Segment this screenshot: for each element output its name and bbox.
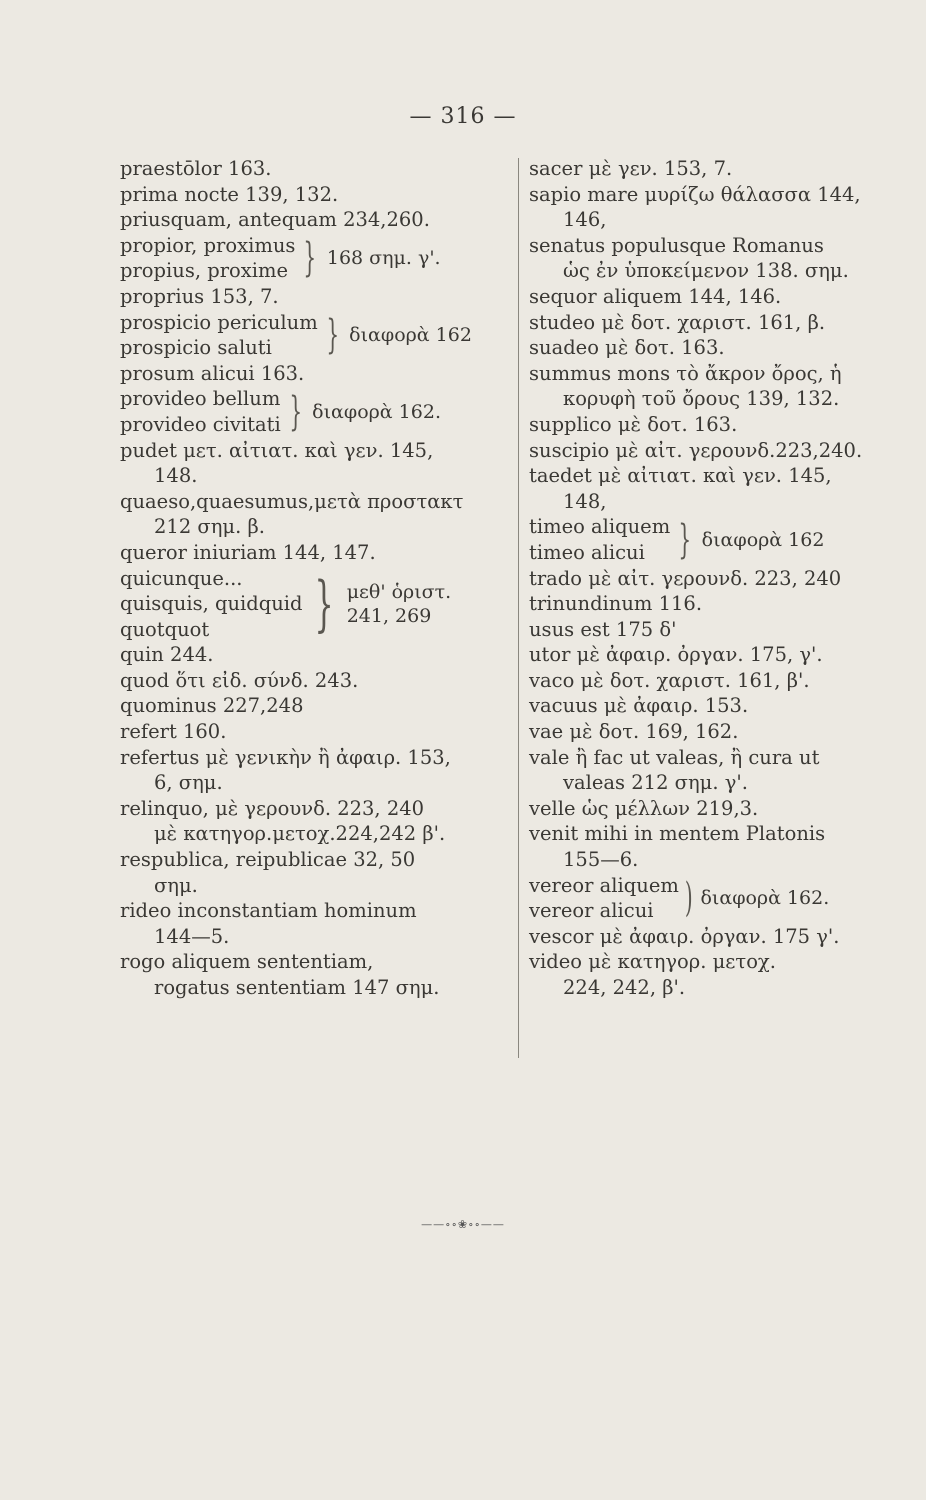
brace-icon: } bbox=[678, 516, 692, 563]
index-entry: pudet μετ. αἰτιατ. καὶ γεν. 145, bbox=[120, 438, 434, 462]
index-entry: utor μὲ ἀφαιρ. ὀργαν. 175, γ'. bbox=[529, 643, 823, 667]
brace-icon: } bbox=[314, 568, 334, 639]
index-entry: relinquo, μὲ γερουνδ. 223, 240 bbox=[120, 796, 425, 820]
index-entry: quod ὅτι εἰδ. σύνδ. 243. bbox=[120, 668, 359, 692]
left-column bbox=[120, 156, 512, 1001]
index-entry-continuation: σημ. bbox=[154, 873, 198, 897]
index-entry: queror iniuriam 144, 147. bbox=[120, 540, 376, 564]
index-entry: video μὲ κατηγορ. μετοχ. bbox=[529, 950, 776, 974]
index-entry: studeo μὲ δοτ. χαριστ. 161, β. bbox=[529, 310, 826, 334]
index-entry: taedet μὲ αἰτιατ. καὶ γεν. 145, bbox=[529, 464, 832, 488]
group-note: διαφορὰ 162. bbox=[312, 400, 441, 423]
right-column bbox=[529, 156, 911, 1001]
index-entry: quotquot bbox=[120, 617, 210, 641]
index-entry-group bbox=[120, 233, 512, 284]
index-entry: quominus 227,248 bbox=[120, 694, 304, 718]
group-note: διαφορὰ 162 bbox=[701, 528, 825, 551]
index-entry-continuation: 155—6. bbox=[563, 848, 639, 872]
index-entry: praestōlor 163. bbox=[120, 157, 272, 180]
index-entry: prospicio saluti bbox=[120, 336, 272, 360]
index-entry: refert 160. bbox=[120, 720, 227, 744]
index-entry: prima nocte 139, 132. bbox=[120, 182, 339, 206]
index-entry-continuation: rogatus sententiam 147 σημ. bbox=[154, 976, 440, 999]
index-entry: sacer μὲ γεν. 153, 7. bbox=[529, 157, 733, 180]
index-entry: sapio mare μυρίζω θάλασσα 144, bbox=[529, 182, 861, 206]
index-entry: velle ὡς μέλλων 219,3. bbox=[529, 796, 759, 820]
index-entry-group bbox=[120, 386, 512, 437]
index-entry-continuation: 144—5. bbox=[154, 924, 230, 948]
index-entry: quisquis, quidquid bbox=[120, 592, 303, 616]
index-entry-continuation: 224, 242, β'. bbox=[563, 976, 686, 999]
index-entry-continuation: 212 σημ. β. bbox=[154, 515, 265, 539]
index-entry-continuation: 148. bbox=[154, 464, 198, 488]
index-entry: usus est 175 δ' bbox=[529, 617, 677, 641]
index-entry: trado μὲ αἰτ. γερουνδ. 223, 240 bbox=[529, 566, 842, 590]
index-entry: timeo aliquem bbox=[529, 515, 671, 539]
index-entry: quin 244. bbox=[120, 643, 214, 667]
index-entry: prospicio periculum bbox=[120, 310, 318, 334]
brace-icon: } bbox=[326, 312, 339, 359]
index-entry: timeo alicui bbox=[529, 540, 645, 564]
group-note: διαφορὰ 162. bbox=[700, 887, 830, 910]
index-entry: quicunque... bbox=[120, 566, 243, 590]
brace-icon: } bbox=[303, 235, 317, 282]
index-entry: trinundinum 116. bbox=[529, 592, 703, 616]
index-entry-continuation: valeas 212 σημ. γ'. bbox=[563, 771, 748, 795]
brace-icon: } bbox=[289, 388, 302, 435]
index-entry: propior, proximus bbox=[120, 233, 296, 257]
index-entry: prosum alicui 163. bbox=[120, 361, 305, 385]
index-entry: rideo inconstantiam hominum bbox=[120, 899, 417, 923]
group-note: 168 σημ. γ'. bbox=[326, 247, 441, 270]
index-entry: proprius 153, 7. bbox=[120, 284, 279, 308]
index-entry: vale ἢ fac ut valeas, ἢ cura ut bbox=[529, 745, 820, 769]
index-entry: sequor aliquem 144, 146. bbox=[529, 284, 782, 308]
index-entry: priusquam, antequam 234,260. bbox=[120, 208, 430, 232]
index-entry: venit mihi in mentem Platonis bbox=[529, 822, 826, 846]
index-entry: senatus populusque Romanus bbox=[529, 233, 824, 257]
index-entry-continuation: 146, bbox=[563, 208, 607, 232]
ornament-divider: ——∘∘❀∘∘—— bbox=[421, 1218, 505, 1231]
group-note: 241, 269 bbox=[346, 604, 432, 627]
index-entry: summus mons τὸ ἄκρον ὄρος, ἡ bbox=[529, 361, 842, 385]
index-entry: rogo aliquem sententiam, bbox=[120, 950, 374, 974]
index-entry: vereor alicui bbox=[529, 899, 654, 923]
index-entry: refertus μὲ γενικὴν ἢ ἀφαιρ. 153, bbox=[120, 745, 451, 769]
index-entry-continuation: 148, bbox=[563, 489, 607, 513]
index-entry: propius, proxime bbox=[120, 259, 289, 283]
index-entry: vacuus μὲ ἀφαιρ. 153. bbox=[529, 694, 749, 718]
index-entry-continuation: μὲ κατηγορ.μετοχ.224,242 β'. bbox=[154, 822, 446, 846]
index-entry: suscipio μὲ αἰτ. γερουνδ.223,240. bbox=[529, 438, 863, 462]
index-entry: provideo civitati bbox=[120, 412, 281, 436]
column-divider bbox=[518, 158, 519, 1058]
index-entry: vae μὲ δοτ. 169, 162. bbox=[529, 720, 739, 744]
group-note: διαφορὰ 162 bbox=[349, 324, 472, 347]
index-entry-group bbox=[120, 566, 512, 643]
index-entry-group bbox=[529, 873, 911, 924]
index-entry: suadeo μὲ δοτ. 163. bbox=[529, 336, 725, 360]
index-entry: supplico μὲ δοτ. 163. bbox=[529, 412, 738, 436]
index-entry-group bbox=[529, 514, 911, 565]
index-entry-group bbox=[120, 310, 512, 361]
page-number: — 316 — bbox=[409, 104, 517, 129]
index-entry: quaeso,quaesumus,μετὰ προστακτ bbox=[120, 489, 464, 513]
group-note: μεθ' ὁριστ. bbox=[346, 580, 452, 603]
index-entry: vereor aliquem bbox=[529, 873, 679, 897]
index-entry: respublica, reipublicae 32, 50 bbox=[120, 848, 416, 872]
index-entry: vescor μὲ ἀφαιρ. ὀργαν. 175 γ'. bbox=[529, 924, 840, 948]
index-entry: provideo bellum bbox=[120, 387, 281, 411]
index-entry-continuation: ὡς ἐν ὑποκείμενον 138. σημ. bbox=[563, 259, 849, 283]
index-entry: vaco μὲ δοτ. χαριστ. 161, β'. bbox=[529, 668, 810, 692]
brace-icon: ) bbox=[684, 875, 693, 922]
index-entry-continuation: κορυφὴ τοῦ ὄρους 139, 132. bbox=[563, 387, 840, 411]
index-entry-continuation: 6, σημ. bbox=[154, 771, 223, 795]
